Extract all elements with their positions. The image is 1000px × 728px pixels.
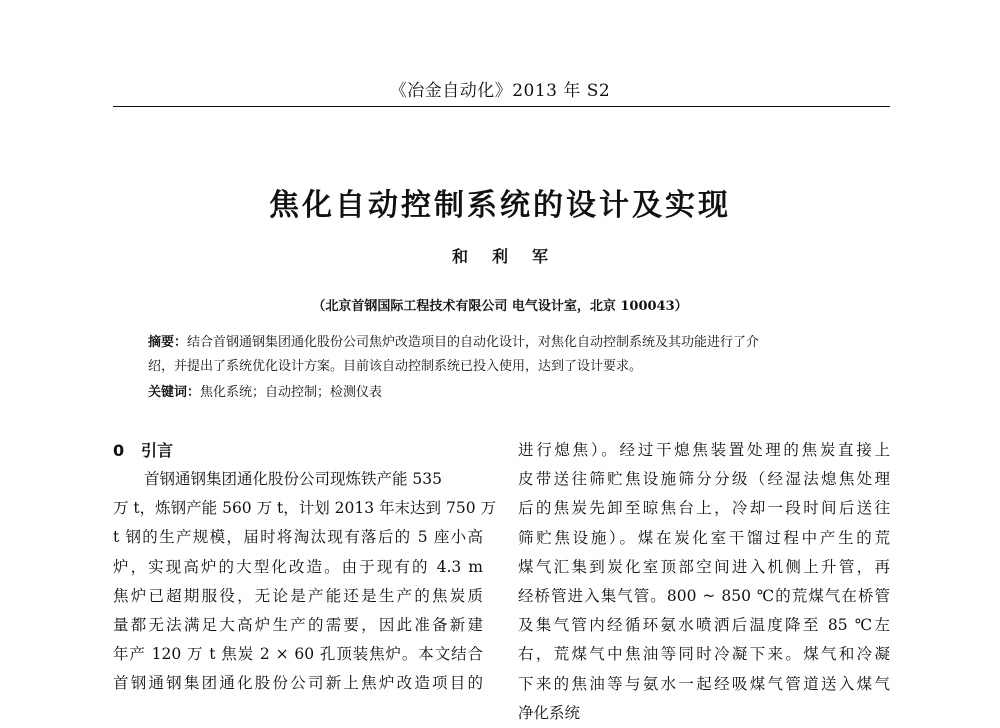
body-line: t 钢的生产规模，届时将淘汰现有落后的 5 座小高 <box>113 528 483 547</box>
section-number: 0 <box>113 441 125 460</box>
body-line: 经桥管进入集气管。800 ~ 850 ℃的荒煤气在桥管 <box>518 586 890 605</box>
body-line: 首钢通钢集团通化股份公司现炼铁产能 535 <box>144 470 443 488</box>
keywords-label: 关键词： <box>148 385 201 400</box>
body-line: 右，荒煤气中焦油等同时冷凝下来。煤气和冷凝 <box>518 645 890 664</box>
body-line: 首钢通钢集团通化股份公司新上焦炉改造项目的 <box>113 674 483 693</box>
abstract <box>148 331 858 379</box>
right-column <box>518 436 890 722</box>
body-line: 焦炉已超期服役，无论是产能还是生产的焦炭质 <box>113 586 483 605</box>
header-rule <box>113 106 890 107</box>
body-line: 及集气管内经循环氨水喷洒后温度降至 85 ℃左 <box>518 616 890 635</box>
body-line: 后的焦炭先卸至晾焦台上，冷却一段时间后送往 <box>518 499 890 518</box>
body-line: 皮带送往筛贮焦设施筛分分级（经湿法熄焦处理 <box>518 470 890 489</box>
journal-header: 《冶金自动化》2013 年 S2 <box>389 81 611 101</box>
left-column <box>113 436 496 699</box>
author-name: 和利军 <box>451 247 572 266</box>
paper-title: 焦化自动控制系统的设计及实现 <box>269 188 731 223</box>
abstract-line-2: 绍，并提出了系统优化设计方案。目前该自动控制系统已投入使用，达到了设计要求。 <box>148 359 643 374</box>
abstract-text-1: 结合首钢通钢集团通化股份公司焦炉改造项目的自动化设计，对焦化自动控制系统及其功能进行了介 <box>187 335 760 350</box>
section-heading <box>113 436 483 465</box>
body-line: 净化系统 <box>518 703 581 722</box>
body-line: 年产 120 万 t 焦炭 2 × 60 孔顶装焦炉。本文结合 <box>113 645 483 664</box>
body-line: 万 t，炼钢产能 560 万 t，计划 2013 年末达到 750 万 <box>113 499 496 518</box>
abstract-label: 摘要： <box>148 335 188 350</box>
body-line: 炉，实现高炉的大型化改造。由于现有的 4.3 m <box>113 557 483 576</box>
body-line: 进行熄焦）。经过干熄焦装置处理的焦炭直接上 <box>518 441 890 459</box>
keywords <box>148 383 858 403</box>
body-line: 筛贮焦设施）。煤在炭化室干馏过程中产生的荒 <box>518 528 890 547</box>
author-affiliation: （北京首钢国际工程技术有限公司 电气设计室，北京 100043） <box>312 299 688 314</box>
body-line: 下来的焦油等与氨水一起经吸煤气管道送入煤气 <box>518 674 890 693</box>
abstract-line-1 <box>148 331 858 355</box>
keywords-text: 焦化系统；自动控制；检测仪表 <box>200 385 383 400</box>
body-line: 量都无法满足大高炉生产的需要，因此准备新建 <box>113 615 483 634</box>
body-line: 煤气汇集到炭化室顶部空间进入机侧上升管，再 <box>518 557 890 576</box>
section-title: 引言 <box>141 441 174 460</box>
